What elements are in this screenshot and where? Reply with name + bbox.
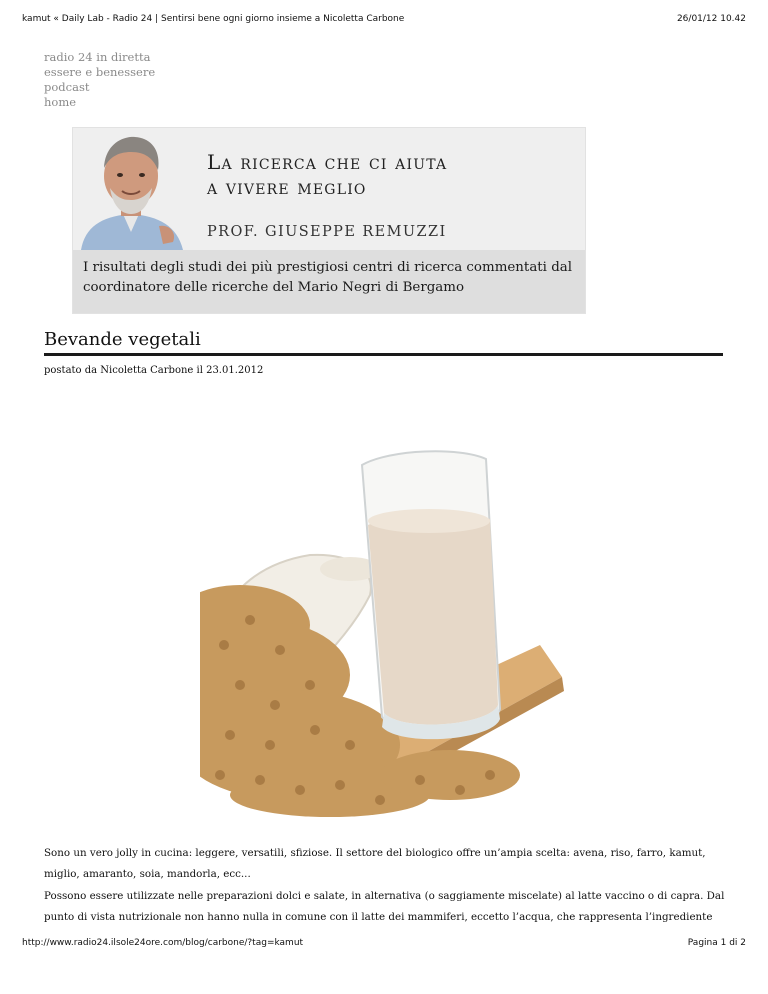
post-body <box>44 843 734 929</box>
print-page-title: kamut « Daily Lab - Radio 24 | Sentirsi bene ogni giorno insieme a Nicoletta Carbone <box>22 14 405 24</box>
page-number: Pagina 1 di 2 <box>687 938 746 948</box>
nav-link-radio24-live[interactable]: radio 24 in diretta <box>44 50 151 64</box>
print-header <box>22 14 746 24</box>
post-meta: postato da Nicoletta Carbone il 23.01.2012 <box>44 365 264 376</box>
nav-link-essere-benessere[interactable]: essere e benessere <box>44 65 156 79</box>
print-datetime: 26/01/12 10.42 <box>676 14 746 24</box>
print-footer <box>22 938 746 948</box>
author-portrait <box>73 128 191 250</box>
header-banner <box>72 127 586 314</box>
print-url[interactable]: http://www.radio24.ilsole24ore.com/blog/carbone/?tag=kamut <box>22 938 304 948</box>
post-paragraph: Sono un vero jolly in cucina: leggere, versatili, sfiziose. Il settore del biologico offre un’ampia scelta: avena, riso, farro, kamut, miglio, amaranto, soia, mandorla, ecc... <box>44 847 706 880</box>
post-title[interactable]: Bevande vegetali <box>44 329 201 350</box>
title-divider <box>44 353 723 356</box>
banner-bottom-panel <box>73 250 585 313</box>
banner-title: La ricerca che ci aiuta a vivere meglio <box>207 150 448 199</box>
nav-link-podcast[interactable]: podcast <box>44 80 90 94</box>
banner-author: PROF. GIUSEPPE REMUZZI <box>207 224 447 240</box>
banner-description: I risultati degli studi dei più prestigiosi centri di ricerca commentati dal coordinatore delle ricerche del Mario Negri di Bergamo <box>83 260 573 295</box>
nav-link-home[interactable]: home <box>44 95 77 109</box>
post-paragraph: Possono essere utilizzate nelle preparazioni dolci e salate, in alternativa (o saggiamente miscelate) al latte vaccino o di capra. Dal punto di vista nutrizionale non hanno nulla in comune con il latte dei mammiferi, eccetto l’acqua, che rappresenta l’ingrediente <box>44 890 725 923</box>
banner-top-panel <box>73 128 585 250</box>
top-nav <box>44 50 155 110</box>
post-image-plant-milk <box>200 445 568 821</box>
